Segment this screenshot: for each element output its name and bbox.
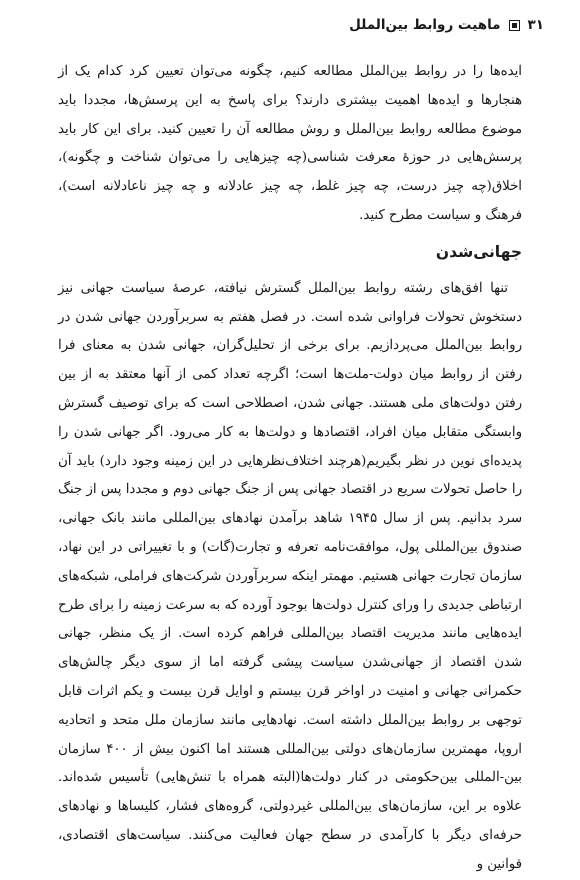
page-body [58,58,522,880]
running-header [36,14,544,36]
chapter-title: ماهیت روابط بین‌الملل [349,17,501,33]
paragraph-globalization: تنها افق‌های رشته روابط بین‌الملل گسترش نیافته، عرصهٔ سیاست جهانی نیز دستخوش تحولات فراوانی شده است. در فصل هفتم به سربرآوردن جهانی شدن در روابط بین‌الملل می‌پردازیم. برای برخی از تحلیل‌گران، جهانی شدن به معنای فرا رفتن از روابط میان دولت-ملت‌ها است؛ اگرچه تعداد کمی از آنها معتقد به از بین رفتن دولت‌های ملی هستند. جهانی شدن، اصطلاحی است که برای توصیف گسترش وابستگی متقابل میان افراد، اقتصادها و دولت‌ها به کار می‌رود. اگر جهانی شدن را پدیده‌ای نوین در نظر بگیریم(هرچند اختلاف‌نظرهایی در این زمینه وجود دارد) باید آن را حاصل تحولات سریع در اقتصاد جهانی پس از جنگ جهانی دوم و مجددا پس از جنگ سرد بدانیم. پس از سال ۱۹۴۵ شاهد برآمدن نهادهای بین‌المللی مانند بانک جهانی، صندوق بین‌المللی پول، موافقت‌نامه تعرفه و تجارت(گات) و با تغییراتی در این نهاد، سازمان تجارت جهانی هستیم. مهمتر اینکه سربرآوردن شرکت‌های فراملی، شبکه‌های ارتباطی جدیدی را ورای کنترل دولت‌ها بوجود آورده که به سرعت زمینه را برای طرح ایده‌هایی مانند مدیریت اقتصاد بین‌المللی فراهم کرده است. از یک منظر، جهانی شدن اقتصاد از جهانی‌شدن سیاست پیشی گرفته اما از سوی دیگر چالش‌های حکمرانی جهانی و امنیت در اواخر قرن بیستم و اوایل قرن بیست و یکم اثرات قابل توجهی بر روابط بین‌الملل داشته است. نهادهایی مانند سازمان ملل متحد و اتحادیه اروپا، مهمترین سازمان‌های دولتی بین‌المللی هستند اما اکنون بیش از ۴۰۰ سازمان بین-المللی بین‌حکومتی در کنار دولت‌ها(البته همراه با تنش‌هایی) تأسیس شده‌اند. علاوه بر این، سازمان‌های بین‌المللی غیردولتی، گروه‌های فشار، کلیساها و نهادهای حرفه‌ای دیگر با کارآمدی در سطح جهان فعالیت می‌کنند. سیاست‌های اقتصادی، قوانین و [58,280,522,872]
page-number: ۳۱ [527,17,544,33]
square-ornament-icon [509,20,520,31]
paragraph-ideas: ایده‌ها را در روابط بین‌الملل مطالعه کنیم، چگونه می‌توان تعیین کرد کدام یک از هنجارها و ایده‌ها اهمیت بیشتری دارند؟ برای پاسخ به این پرسش‌ها، مجددا باید موضوع مطالعه روابط بین‌الملل و روش مطالعه آن را تعیین کنید. برای این کار باید پرسش‌هایی در حوزهٔ معرفت شناسی(چه چیزهایی را می‌توان شناخت و چگونه)، اخلاق(چه چیز درست، چه چیز غلط، چه چیز عادلانه و چه چیز ناعادلانه است)، فرهنگ و سیاست مطرح کنید. [58,64,522,223]
section-heading-globalization: جهانی‌شدن [435,242,522,261]
